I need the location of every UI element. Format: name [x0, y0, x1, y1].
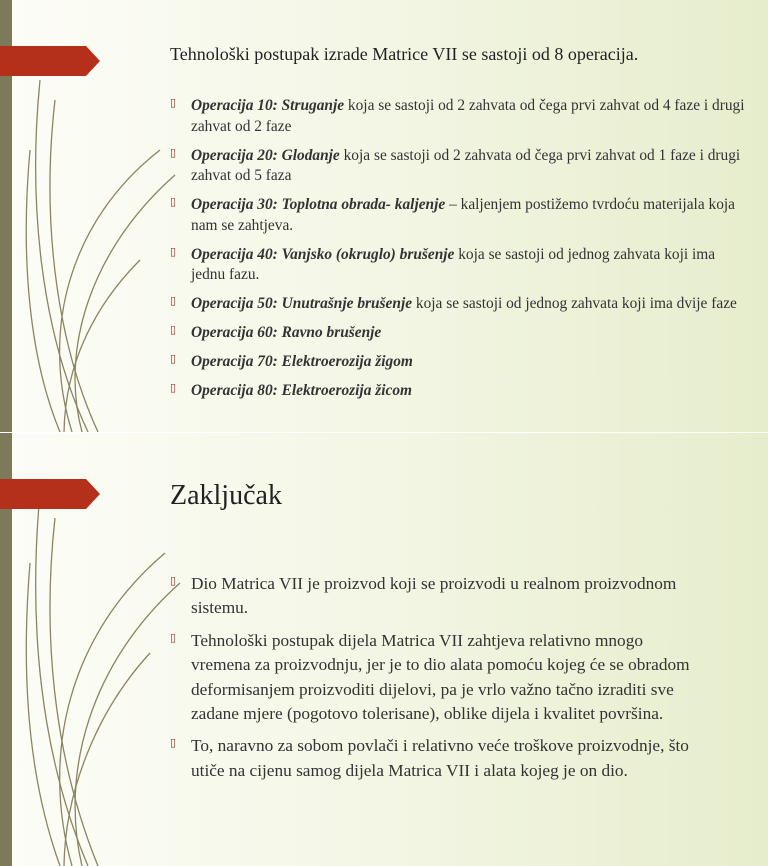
conclusion-text: Dio Matrica VII je proizvod koji se proizvodi u realnom proizvodnom sistemu. [191, 574, 677, 618]
title-accent-arrow [0, 46, 100, 76]
conclusion-item [170, 734, 690, 783]
operation-name: Operacija 70: Elektroerozija žigom [191, 353, 413, 370]
bullet-icon: ▯ [170, 96, 177, 109]
operations-list [170, 96, 748, 410]
bullet-icon: ▯ [170, 630, 177, 644]
bullet-icon: ▯ [170, 323, 177, 336]
operation-description: koja se sastoji od 2 zahvata od čega prvi zahvat od 1 faze i drugi zahvat od 5 faza [191, 146, 741, 184]
operation-name: Operacija 30: Toplotna obrada- kaljenje [191, 196, 446, 213]
slide-2-title: Zaključak [170, 480, 282, 511]
title-accent-arrow [0, 479, 100, 509]
operation-name: Operacija 10: Struganje [191, 97, 345, 114]
bullet-icon: ▯ [170, 736, 177, 750]
operation-description: – kaljenjem postižemo tvrdoću materijala koja nam se zahtjeva. [191, 196, 735, 234]
operation-item [170, 96, 748, 137]
operation-name: Operacija 60: Ravno brušenje [191, 324, 382, 341]
conclusion-item [170, 629, 690, 727]
operation-description: koja se sastoji od 2 zahvata od čega prvi zahvat od 4 faze i drugi zahvat od 2 faze [191, 97, 745, 135]
operation-item [170, 294, 748, 315]
operation-item [170, 146, 748, 187]
operation-name: Operacija 40: Vanjsko (okruglo) brušenje [191, 245, 455, 263]
operation-item [170, 381, 748, 402]
conclusion-list [170, 572, 690, 791]
operation-item [170, 195, 748, 236]
operation-description: koja se sastoji od jednog zahvata koji ima dvije faze [412, 295, 737, 312]
bullet-icon: ▯ [170, 381, 177, 394]
bullet-icon: ▯ [170, 145, 177, 159]
operation-item [170, 352, 748, 373]
operation-item [170, 245, 748, 286]
conclusion-text: To, naravno za sobom povlači i relativno veće troškove proizvodnje, što utiče na cijenu samog dijela Matrica VII i alata kojeg je on dio. [191, 736, 689, 780]
bullet-icon: ▯ [170, 244, 177, 258]
bullet-icon: ▯ [170, 195, 177, 208]
operation-name: Operacija 50: Unutrašnje brušenje [191, 295, 413, 312]
operation-name: Operacija 80: Elektroerozija žicom [191, 382, 413, 399]
conclusion-text: Tehnološki postupak dijela Matrica VII zahtjeva relativno mnogo vremena za proizvodnju, jer je to dio alata pomoću kojeg će se obradom deformisanjem proizvoditi dijelovi, pa je vrlo važno tačno izraditi sve zadane mjere (pogotovo tolerisane), oblike dijela i kvalitet površina. [191, 630, 690, 724]
conclusion-item [170, 572, 690, 621]
slide-1 [0, 0, 768, 432]
operation-description: koja se sastoji od jednog zahvata koji ima jednu fazu. [191, 245, 716, 283]
operation-name: Operacija 20: Glodanje [191, 146, 340, 164]
slide-1-title: Tehnološki postupak izrade Matrice VII se sastoji od 8 operacija. [170, 44, 639, 64]
operation-item [170, 323, 748, 344]
bullet-icon: ▯ [170, 352, 177, 365]
bullet-icon: ▯ [170, 574, 177, 587]
bullet-icon: ▯ [170, 294, 177, 307]
